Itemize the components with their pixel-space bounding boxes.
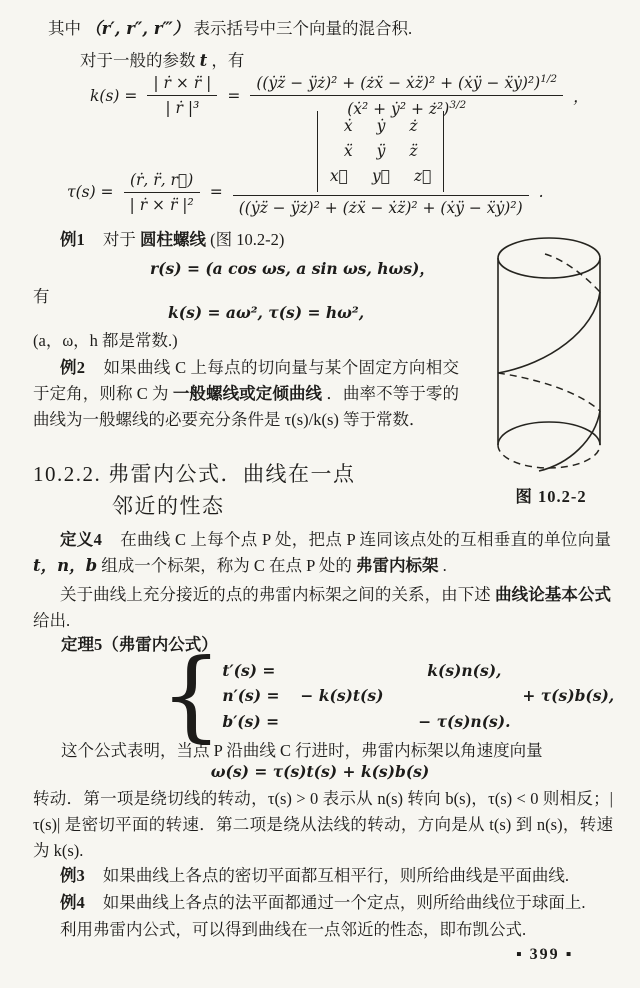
example-2: 例2 如果曲线 C 上每点的切向量与某个固定方向相交于定角，则称 C 为 一般螺线或定倾曲线 ．曲率不等于零的曲线为一般螺线的必要充分条件是 τ(s)/k(s) 等于常数． (33, 358, 460, 429)
example-1: 例1 对于 圆柱螺线 (图 10.2-2) (60, 230, 285, 249)
intro-text: ，有 (211, 51, 245, 70)
term-fundamental-formulas: 曲线论基本公式 (495, 585, 612, 604)
definition-4-label: 定义4 (60, 530, 102, 549)
page-number: ▪ 399 ▪ (516, 946, 574, 963)
curvature-torsion-values: k(s) = aω², τ(s) = hω², (168, 303, 365, 322)
intro-text: 表示括号中三个向量的混合积. (193, 19, 413, 38)
tau-lhs: τ(s) = (67, 183, 114, 201)
frenet-b-lhs: b′(s) = (222, 711, 280, 731)
motion-intro: 这个公式表明，当点 P 沿曲线 C 行进时，弗雷内标架以角速度向量 (61, 741, 543, 760)
k-fraction-1: $\frac{\text{| ṙ × r̈ |}}{\text{| ṙ |³}}$ (147, 73, 217, 118)
example-3-label: 例3 (60, 866, 85, 885)
equals-sign: = (209, 183, 223, 201)
cylinder-bottom-front-arc (498, 422, 600, 445)
tau-fraction-1: $\frac{\text{(ṙ, r̈, r⃛)}}{\text{| ṙ × r̈ |²}}$ (124, 170, 200, 215)
frenet-t-rhs: k(s)n(s), (427, 660, 502, 680)
figure-cylinder-helix (476, 228, 626, 507)
section-title: 弗雷内公式．曲线在一点 (108, 462, 356, 486)
term-frenet-frame: 弗雷内标架 (355, 556, 439, 575)
equals-sign: = (227, 86, 241, 105)
constants-note: (a，ω，h 都是常数.) (33, 331, 178, 350)
intro-line-2 (80, 48, 244, 74)
left-brace: { (160, 639, 223, 753)
frenet-n-term1: − k(s)t(s) (300, 686, 384, 706)
term-cylindrical-helix: 圆柱螺线 (140, 230, 206, 249)
motion-body: 转动．第一项是绕切线的转动，τ(s) > 0 表示从 n(s) 转向 b(s)，τ(s) < 0 则相反；|τ(s)| 是密切平面的转速．第二项是绕从法线的转动，方向是从 t(s) 到 n(s)，转速为 k(s). (33, 789, 613, 860)
exponent: 1/2 (540, 73, 558, 85)
frenet-equations-grid (222, 658, 640, 735)
example-1-label: 例1 (60, 230, 85, 249)
exponent: 3/2 (449, 99, 467, 112)
helix-front-segment-1 (498, 292, 600, 373)
term-general-helix: 一般螺线或定倾曲线 (172, 384, 323, 403)
tau-fraction-2: ẋ ẏ ż ẍ ÿ z̈ x⃛ y⃛ z⃛ ((ẏz̈ − ÿż)² + (żẍ − ẋz̈)² + (ẋÿ − ẍẏ)²) (233, 110, 529, 218)
helix-back-segment-2 (498, 373, 600, 411)
frame-vectors-tnb: t，n，b (33, 556, 98, 575)
example-2-label: 例2 (60, 358, 86, 377)
helix-parametrization: r(s) = (a cos ωs, a sin ωs, hωs)， (150, 259, 435, 278)
section-number: 10.2.2. (33, 462, 102, 486)
cylinder-helix-drawing (487, 228, 615, 478)
closing-line: 利用弗雷内公式，可以得到曲线在一点邻近的性态，即布凯公式. (60, 920, 527, 939)
theorem-5-label: 定理5（弗雷内公式） (61, 635, 218, 654)
intro-text: 对于一般的参数 (80, 51, 196, 70)
section-heading-line-1 (33, 458, 356, 490)
helix-front-segment-2 (539, 411, 600, 471)
figure-caption: 图 10.2-2 (515, 487, 587, 506)
angular-velocity-formula: ω(s) = τ(s)t(s) + k(s)b(s) (210, 762, 430, 781)
cylinder-top-ellipse (498, 238, 600, 278)
helix-back-segment-1 (545, 254, 600, 292)
example-3: 例3 如果曲线上各点的密切平面都互相平行，则所给曲线是平面曲线. (60, 866, 569, 885)
example-4-label: 例4 (60, 893, 85, 912)
frenet-n-term2: + τ(s)b(s), (522, 686, 615, 706)
comma: ， (573, 87, 589, 106)
cylinder-bottom-back-arc (498, 445, 600, 468)
section-heading-line-2: 邻近的性态 (112, 494, 225, 518)
frenet-b-rhs: − τ(s)n(s). (418, 711, 511, 731)
connector-you: 有 (33, 287, 50, 306)
example-4: 例4 如果曲线上各点的法平面都通过一个定点，则所给曲线位于球面上. (60, 893, 586, 912)
mixed-product-vectors: （r′, r″, r‴） (85, 19, 190, 38)
intro-line-1 (48, 16, 412, 42)
jacobian-determinant: ẋ ẏ ż ẍ ÿ z̈ x⃛ y⃛ z⃛ (317, 111, 445, 192)
k-fraction-2: $\frac{((ẏz̈ - ÿż)^2 + (żẍ - ẋz̈)^2 + (ẋÿ - ẍẏ)^2)^{1/2}}{(ẋ^2 + ẏ^2 + ż^2)^{3/2}}$ (250, 72, 563, 119)
k-lhs: k(s) = (90, 86, 138, 105)
definition-4: 定义4 在曲线 C 上每个点 P 处，把点 P 连同该点处的互相垂直的单位向量 t，n，b 组成一个标架，称为 C 在点 P 处的 弗雷内标架 . (33, 530, 612, 575)
frenet-n-lhs: n′(s) = (222, 686, 280, 706)
period: . (538, 183, 544, 201)
relation-paragraph: 关于曲线上充分接近的点的弗雷内标架之间的关系，由下述 曲线论基本公式 给出. (33, 585, 612, 630)
frenet-t-lhs: t′(s) = (222, 660, 276, 680)
intro-text: 其中 (48, 19, 81, 38)
parameter-t: t (199, 51, 208, 70)
